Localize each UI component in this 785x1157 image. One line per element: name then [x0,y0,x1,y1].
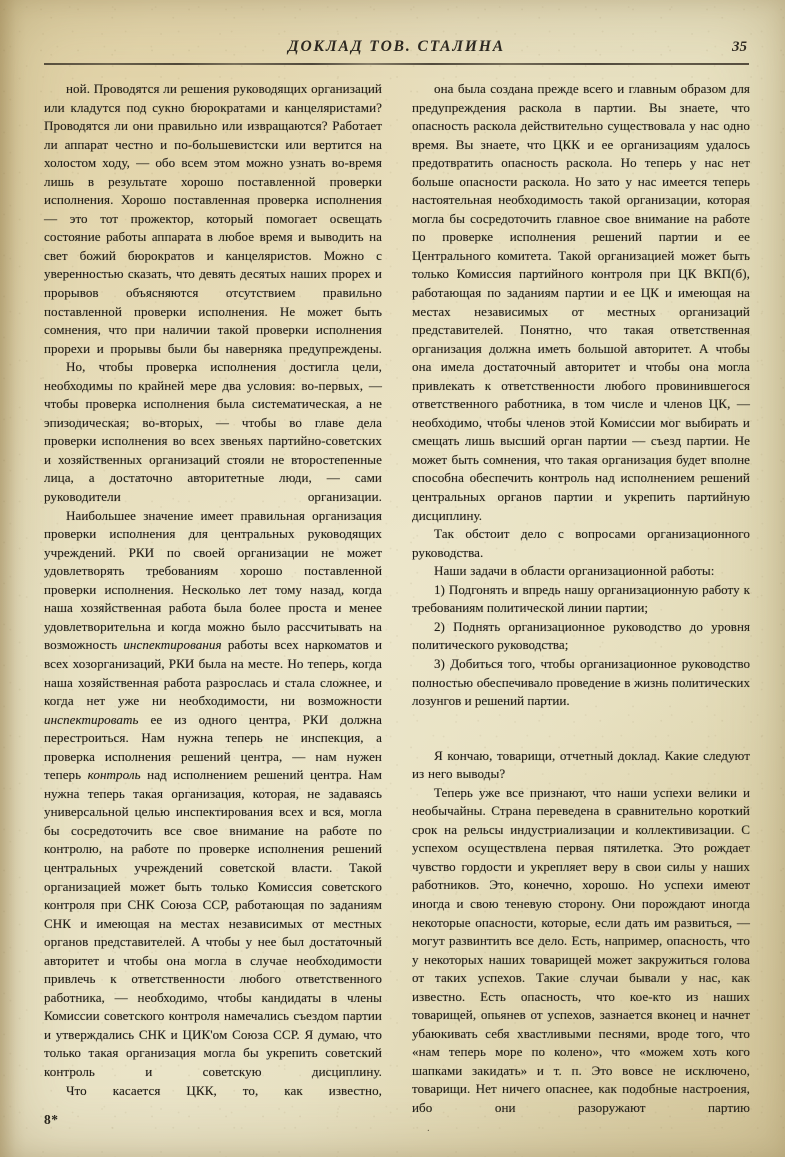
numbered-list-item: 3) Добиться того, чтобы организационное руководство полностью обеспечивало проведение в жизнь политических лозунгов и решений партии. [412,655,750,709]
paragraph: Я кончаю, товарищи, отчетный доклад. Какие следуют из него выводы? [412,747,750,782]
paragraph: Но, чтобы проверка исполнения достигла цели, необходимы по крайней мере два условия: во-первых, — чтобы проверка исполнения была систематическая, а не эпизодическая; во-вторых, — чтобы во главе дела проверки исполнения во всех звеньях партийно-советских и хозяйственных организаций стояли не второстепенные лица, а достаточно авторитетные люди, — сами руководители организации. [44,359,382,505]
numbered-list-item: 2) Поднять организационное руководство до уровня политического руководства; [412,618,750,653]
paragraph: Наши задачи в области организационной работы: [434,563,715,579]
paragraph: она была создана прежде всего и главным образом для предупреждения раскола в партии. Вы знаете, что опасность раскола действительно существовала у нас одно время. Вы знаете, что ЦКК и ее организациям удалось предотвратить опасность раскола. Но теперь у нас нет больше опасности раскола. Но зато у нас имеется теперь настоятельная необходимость такой организации, которая могла бы сосредоточить главное свое внимание на работе по проверке исполнения решений партии и ее Центрального комитета. Такой организацией может быть только Комиссия партийного контроля при ЦК ВКП(б), работающая по заданиям партии и ее ЦК и имеющая на местах независимых от местных организаций представителей. Понятно, что такая ответственная организация должна иметь большой авторитет. А чтобы она имела достаточный авторитет и чтобы она могла привлекать к ответственности любого провинившегося ответственного работника, в том числе и членов ЦК, — необходимо, чтобы членов этой Комиссии мог выбирать и смещать лишь высший орган партии — съезд партии. Не может быть сомнения, что такая организация будет вполне способна обеспечить контроль над исполнением решений центральных органов партии и укрепить партийную дисциплину. [412,81,750,523]
left-column [44,80,382,1118]
paragraph-with-italics: Наибольшее значение имеет правильная организация проверки исполнения для центральных руководящих учреждений. РКИ по своей организации не может удовлетворять требованиям хорошо поставленной проверки исполнения. Несколько лет тому назад, когда наша хозяйственная работа была более проста и менее удовлетворительна и когда можно было рассчитывать на возможность инспектирования работы всех наркоматов и всех хозорганизаций, РКИ была на месте. Но теперь, когда наша хозяйственная работа разрослась и стала сложнее, и когда нет уже ни необходимости, ни возможности инспектировать ее из одного центра, РКИ должна перестроиться. Нам нужна теперь не инспекция, а проверка исполнения решений центра, — нам нужен теперь контроль над исполнением решений центра. Нам нужна теперь такая организация, которая, не задаваясь универсальной целью инспектирования всех и вся, могла бы сосредоточить все свое внимание на работе по контролю, на работе по проверке исполнения решений центральных учреждений советской власти. Такой организацией может быть только Комиссия советского контроля при СНК Союза ССР, работающая по заданиям СНК и имеющая на местах независимых от местных органов представителей. А чтобы у нее был достаточный авторитет и чтобы она могла в случае необходимости привлечь к ответственности любого ответственного работника, — необходимо, чтобы кандидаты в члены Комиссии советского контроля намечались съездом партии и утверждались СНК и ЦИК'ом Союза ССР. Я думаю, что только такая организация могла бы укрепить советский контроль и советскую дисциплину. [44,507,382,1079]
header-rule [44,63,749,65]
paragraph: Теперь уже все признают, что наши успехи велики и необычайны. Страна переведена в сравнительно короткий срок на рельсы индустриализации и коллективизации. С успехом осуществлена первая пятилетка. Это рождает чувство гордости и укрепляет веру в свои силы у наших работников. Это, конечно, хорошо. Но успехи имеют иногда и свою теневую сторону. Они порождают иногда некоторые опасности, которые, если дать им развиться, — могут развинтить все дело. Есть, например, опасность, что у некоторых наших товарищей может закружиться голова от таких успехов. Такие случаи бывали у нас, как известно. Есть опасность, что кое-кто из наших товарищей, опьянев от успехов, зазнается вконец и начнет убаюкивать себя хвастливыми песнями, вроде того, что «нам теперь море по колено», что «можем хоть кого шапками закидать» и т. п. Это вовсе не исключено, товарищи. Нет ничего опаснее, как подобные настроения, ибо они разоружают партию [412,784,750,1115]
italic-emphasis: контроль [87,767,141,783]
paragraph: Так обстоит дело с вопросами организационного руководства. [412,526,750,560]
body-columns [44,80,750,1118]
running-head-title: ДОКЛАД ТОВ. СТАЛИНА [287,38,506,55]
binding-shadow [0,0,26,1157]
page-number: 35 [732,39,747,55]
section-break [412,711,750,747]
paragraph: ной. Проводятся ли решения руководящих организаций или кладутся под сукно бюрократами и канцеляристами? Проводятся ли они правильно или извращаются? Работает ли аппарат честно и по-большевистски или вертится на холостом ходу, — обо всем этом можно узнать во-время лишь в результате хорошо поставленной проверки исполнения. Хорошо поставленная проверка исполнения — это тот прожектор, который помогает освещать состояние работы аппарата в любое время и выводить на свет божий бюрократов и канцеляристов. Можно с уверенностью сказать, что девять десятых наших прорех и прорывов объясняются отсутствием правильно поставленной проверки исполнения. Не может быть сомнения, что при наличии такой проверки исполнения прорехи и прорывы были бы наверняка предупреждены. [44,81,382,356]
italic-emphasis: инспектирования [123,637,222,653]
numbered-list-item: 1) Подгонять и впредь нашу организационную работу к требованиям политической линии партии; [412,581,750,616]
signature-mark: 8* [44,1112,59,1127]
running-head [44,38,749,68]
column-foot-mark: . [427,1122,430,1134]
italic-emphasis: инспектировать [44,711,139,727]
paragraph: Что касается ЦКК, то, как известно, [66,1082,382,1098]
right-column [412,80,750,1118]
